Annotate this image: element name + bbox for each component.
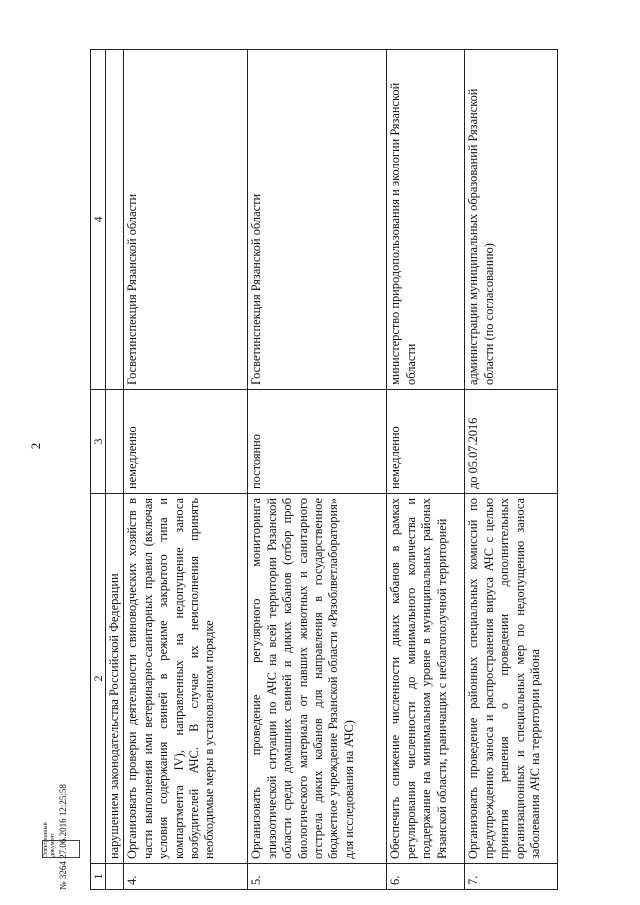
row-action: Обеспечить снижение численности диких кабанов в рамках регулирования численности до минимального количества и поддержание на минимальном уровне в муниципальных районах Рязанской области, граничащих с неблагополучной территорией (387, 494, 465, 864)
row-term: до 05.07.2016 (465, 390, 558, 494)
registration-footer: № 3264 27.06.2016 12:25:58 (58, 784, 68, 890)
header-cell-3: 3 (91, 390, 106, 494)
table-row (124, 50, 248, 890)
row-term: немедленно (124, 390, 248, 494)
continuation-text: нарушением законодательства Российской Федерации (106, 494, 124, 864)
row-executor: министерство природопользования и экологии Рязанской области (387, 50, 465, 390)
row-number: 5. (248, 864, 387, 890)
row-term: немедленно (387, 390, 465, 494)
row-action: Организовать проверки деятельности свиноводческих хозяйств в части выполнения ими ветеринарно-санитарных правил (включая условия содержания свиней в режиме закрытого типа и компартмента IV), направленных на недопущение заноса возбудителей АЧС. В случае их неисполнения принять необходимые меры в установленном порядке (124, 494, 248, 864)
row-action: Организовать проведение регулярного мониторинга эпизоотической ситуации по АЧС на всей территории Рязанской области среди домашних свиней и диких кабанов (отбор проб биологического материала от павших животных и санитарного отстрела диких кабанов для направления в государственное бюджетное учреждение Рязанской области «Рязоблветлаборатория» для исследования на АЧС) (248, 494, 387, 864)
plan-table (90, 49, 558, 890)
table-row (465, 50, 558, 890)
table-row (248, 50, 387, 890)
row-executor: администрации муниципальных образований Рязанской области (по согласованию) (465, 50, 558, 390)
table-header-row (91, 50, 106, 890)
rotated-table-container (90, 50, 615, 890)
row-term: постоянно (248, 390, 387, 494)
row-action: Организовать проведение районных специальных комиссий по предупреждению заноса и распространения вируса АЧС с целью принятия решения о проведении дополнительных организационных и специальных мер по недопущению заноса заболевания АЧС на территории района (465, 494, 558, 864)
electronic-document-stamp: Электронный документ (42, 840, 80, 858)
header-cell-1: 1 (91, 864, 106, 890)
row-number: 6. (387, 864, 465, 890)
row-executor: Госветинспекция Рязанской области (124, 50, 248, 390)
table-row (387, 50, 465, 890)
header-cell-2: 2 (91, 494, 106, 864)
row-number: 7. (465, 864, 558, 890)
row-number: 4. (124, 864, 248, 890)
header-cell-4: 4 (91, 50, 106, 390)
table-row-continuation (106, 50, 124, 890)
row-executor: Госветинспекция Рязанской области (248, 50, 387, 390)
page-number: 2 (28, 442, 43, 450)
